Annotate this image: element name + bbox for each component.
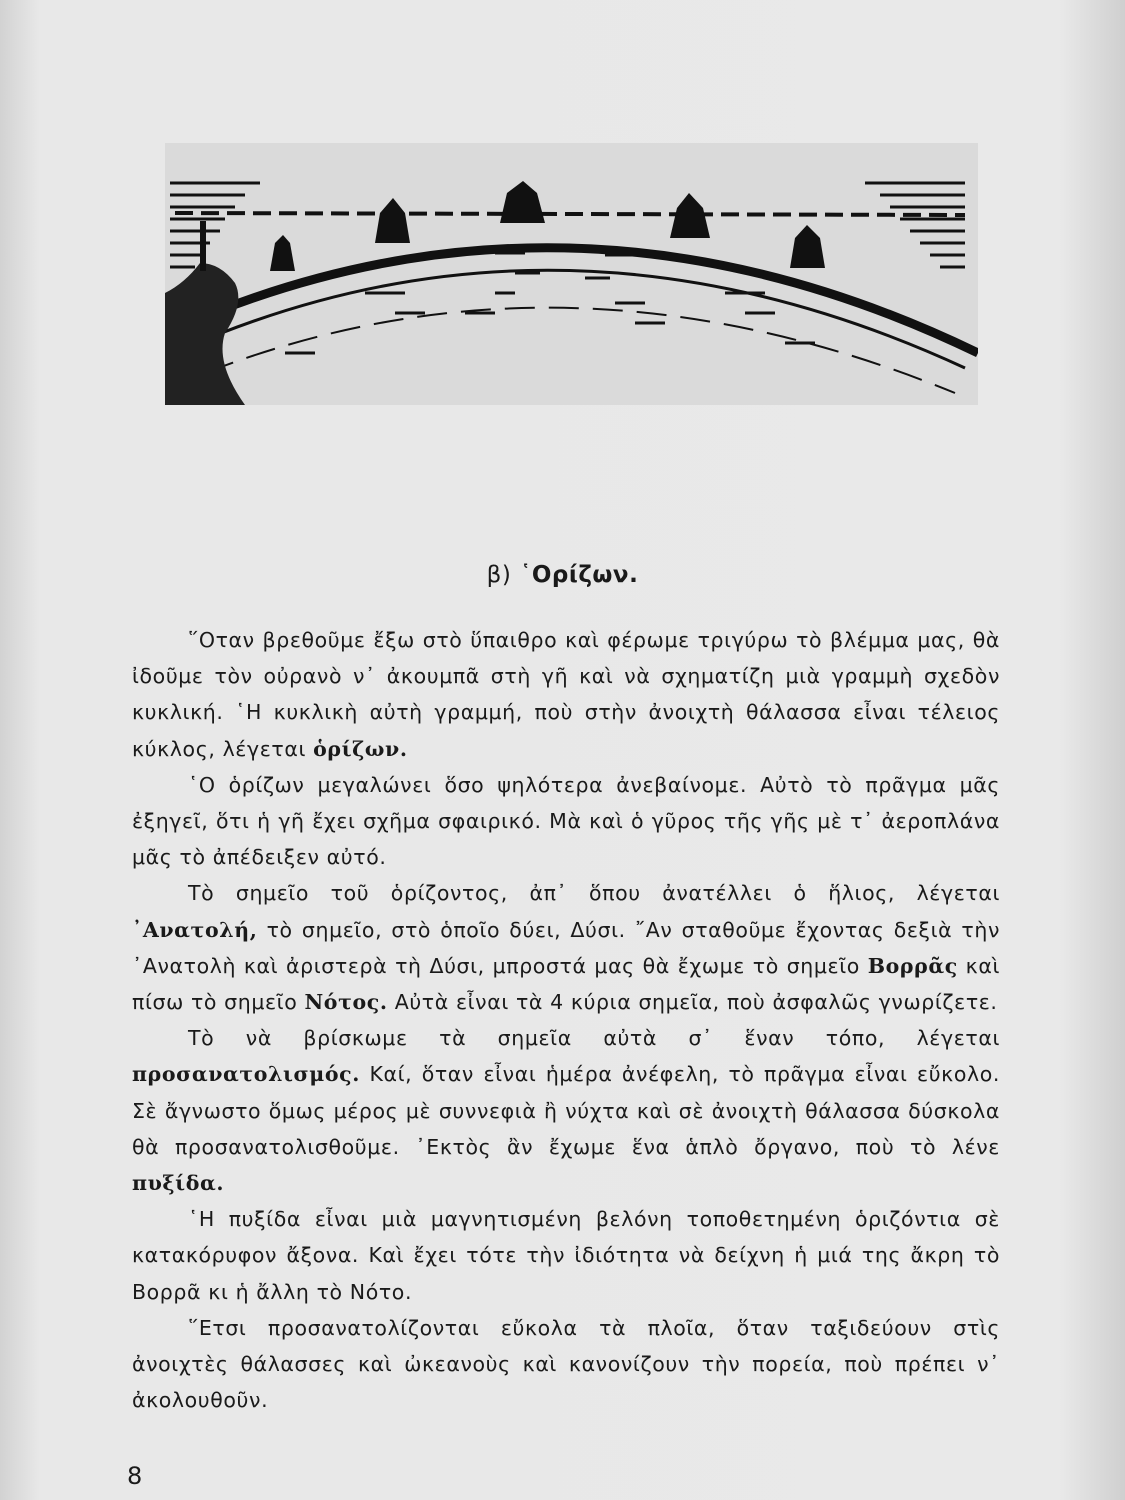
bold-term: ᾽Ανατολή, <box>132 917 258 942</box>
bold-term: Νότος. <box>304 990 388 1015</box>
paragraph <box>132 622 1000 767</box>
text-run: Τὸ σημεῖο τοῦ ὁρίζοντος, ἀπ᾽ ὅπου ἀνατέλλει ὁ ἥλιος, λέγεται <box>188 881 1000 906</box>
section-heading <box>0 562 1125 588</box>
text-run: καὶ πίσω τὸ σημεῖο <box>132 953 1001 1015</box>
earth-curvature-ships-icon <box>165 143 978 405</box>
paragraph <box>132 1020 1000 1201</box>
paragraph <box>132 1201 1000 1310</box>
horizon-illustration <box>165 143 978 405</box>
bold-term: ὁρίζων. <box>313 736 408 761</box>
text-run: Αὐτὰ εἶναι τὰ 4 κύρια σημεῖα, ποὺ ἀσφαλῶς γνωρίζετε. <box>387 990 998 1015</box>
page-number: 8 <box>127 1462 143 1490</box>
bold-term: Βορρᾶς <box>867 953 958 978</box>
section-label: β) <box>486 562 512 588</box>
text-run: ῾Ο ὁρίζων μεγαλώνει ὅσο ψηλότερα ἀνεβαίνομε. Αὐτὸ τὸ πρᾶγμα μᾶς ἐξηγεῖ, ὅτι ἡ γῆ ἔχει σχῆμα σφαιρικό. Μὰ καὶ ὁ γῦρος τῆς γῆς μὲ τ᾽ ἀεροπλάνα μᾶς τὸ ἀπέδειξεν αὐτό. <box>132 772 1000 870</box>
text-run: Καί, ὅταν εἶναι ἡμέρα ἀνέφελη, τὸ πρᾶγμα εἶναι εὔκολο. Σὲ ἄγνωστο ὅμως μέρος μὲ συννεφιὰ ἢ νύχτα καὶ σὲ ἀνοιχτὴ θάλασσα δύσκολα θὰ προσανατολισθοῦμε. ᾽Εκτὸς ἂν ἔχωμε ἕνα ἁπλὸ ὄργανο, ποὺ τὸ λένε <box>132 1062 1000 1159</box>
body-text <box>132 622 1000 1418</box>
paragraph <box>132 875 1000 1020</box>
bold-term: πυξίδα. <box>132 1171 225 1196</box>
bold-term: προσανατολισμός. <box>132 1062 360 1087</box>
text-run: ῾Η πυξίδα εἶναι μιὰ μαγνητισμένη βελόνη τοποθετημένη ὁριζόντια σὲ κατακόρυφον ἄξονα. Καὶ ἔχει τότε τὴν ἰδιότητα νὰ δείχνη ἡ μιά της ἄκρη τὸ Βορρᾶ κι ἡ ἄλλη τὸ Νότο. <box>132 1207 1000 1304</box>
paragraph <box>132 767 1000 876</box>
paragraph <box>132 1310 1000 1419</box>
text-run: ῞Οταν βρεθοῦμε ἔξω στὸ ὕπαιθρο καὶ φέρωμε τριγύρω τὸ βλέμμα μας, θὰ ἰδοῦμε τὸν οὐρανὸ ν᾽ ἀκουμπᾶ στὴ γῆ καὶ νὰ σχηματίζη μιὰ γραμμὴ σχεδὸν κυκλική. ῾Η κυκλικὴ αὐτὴ γραμμή, ποὺ στὴν ἀνοιχτὴ θάλασσα εἶναι τέλειος κύκλος, λέγεται <box>132 628 1000 761</box>
text-run: Τὸ νὰ βρίσκωμε τὰ σημεῖα αὐτὰ σ᾽ ἕναν τόπο, λέγεται <box>188 1026 1000 1051</box>
text-run: ῞Ετσι προσανατολίζονται εὔκολα τὰ πλοῖα, ὅταν ταξιδεύουν στὶς ἀνοιχτὲς θάλασσες καὶ ὠκεανοὺς καὶ κανονίζουν τὴν πορεία, ποὺ πρέπει ν᾽ ἀκολουθοῦν. <box>132 1315 1000 1413</box>
text-run: τὸ σημεῖο, στὸ ὁποῖο δύει, Δύσι. ῎Αν σταθοῦμε ἔχοντας δεξιὰ τὴν ᾽Ανατολὴ καὶ ἀριστερὰ τὴ Δύσι, μπροστά μας θὰ ἔχωμε τὸ σημεῖο <box>132 917 1000 978</box>
section-title: ῾Ορίζων. <box>519 562 639 588</box>
